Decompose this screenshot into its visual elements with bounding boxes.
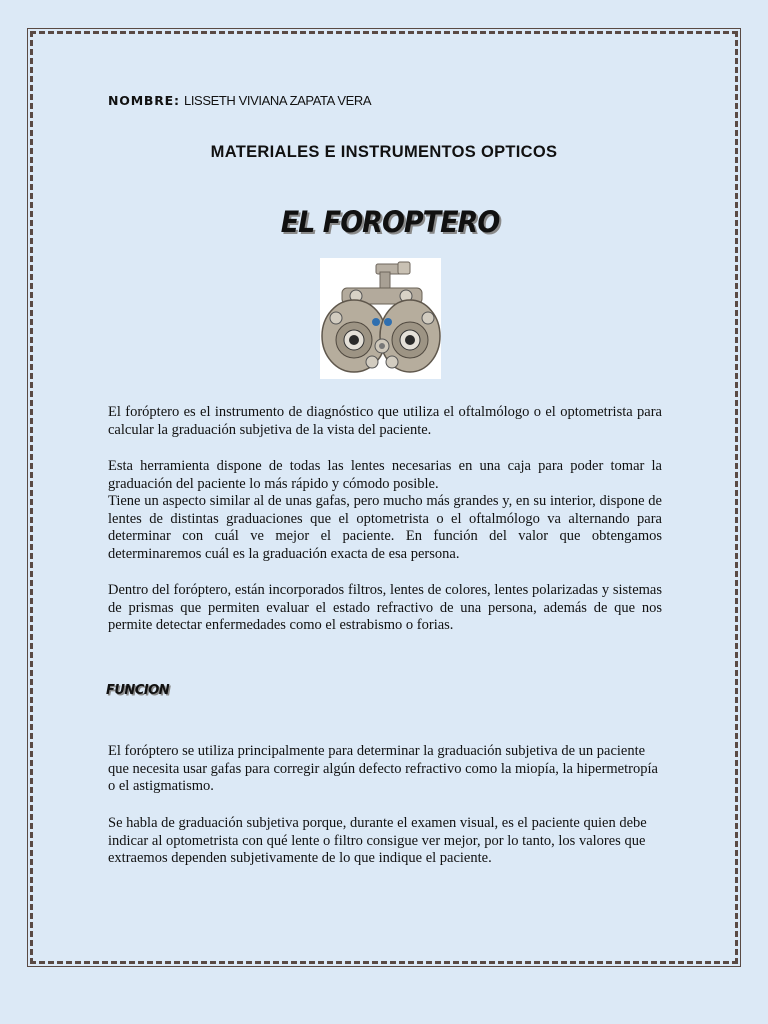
intro-paragraph: El foróptero es el instrumento de diagnóstico que utiliza el oftalmólogo o el optometrista para calcular la graduación subjetiva de la vista del paciente. (108, 404, 662, 438)
page-title: EL FOROPTERO (280, 205, 500, 240)
body-paragraph: Esta herramienta dispone de todas las lentes necesarias en una caja para poder tomar la graduación del paciente lo más rápido y cómodo posible. (108, 458, 662, 492)
phoropter-icon (320, 258, 441, 379)
body-paragraph: Tiene un aspecto similar al de unas gafas, pero mucho más grandes y, en su interior, dispone de lentes de distintas graduaciones que el optometrista o el oftalmólogo va alternando para determinar con cuál ve mejor el paciente. En función del valor que obtengamos determinaremos cuál es la graduación exacta de esa persona. (108, 493, 662, 562)
subject-title: MATERIALES E INSTRUMENTOS OPTICOS (210, 143, 558, 161)
function-paragraph: El foróptero se utiliza principalmente para determinar la graduación subjetiva de un paciente que necesita usar gafas para corregir algún defecto refractivo como la miopía, la hipermetropía o el astigmatismo. (108, 743, 658, 794)
phoropter-image (320, 258, 441, 379)
function-paragraph: Se habla de graduación subjetiva porque, durante el examen visual, es el paciente quien debe indicar al optometrista con qué lente o filtro consigue ver mejor, por lo tanto, los valores que extraemos dependen subjetivamente de lo que indique el paciente. (108, 815, 647, 866)
section-heading: FUNCION (106, 683, 170, 698)
student-name-line (108, 93, 371, 108)
name-value: LISSETH VIVIANA ZAPATA VERA (184, 93, 372, 108)
body-paragraph: Dentro del foróptero, están incorporados filtros, lentes de colores, lentes polarizadas y sistemas de prismas que permiten evaluar el estado refractivo de una persona, además de que nos permite detectar enfermedades como el estrabismo o forias. (108, 582, 662, 633)
name-label: NOMBRE: (108, 93, 180, 108)
